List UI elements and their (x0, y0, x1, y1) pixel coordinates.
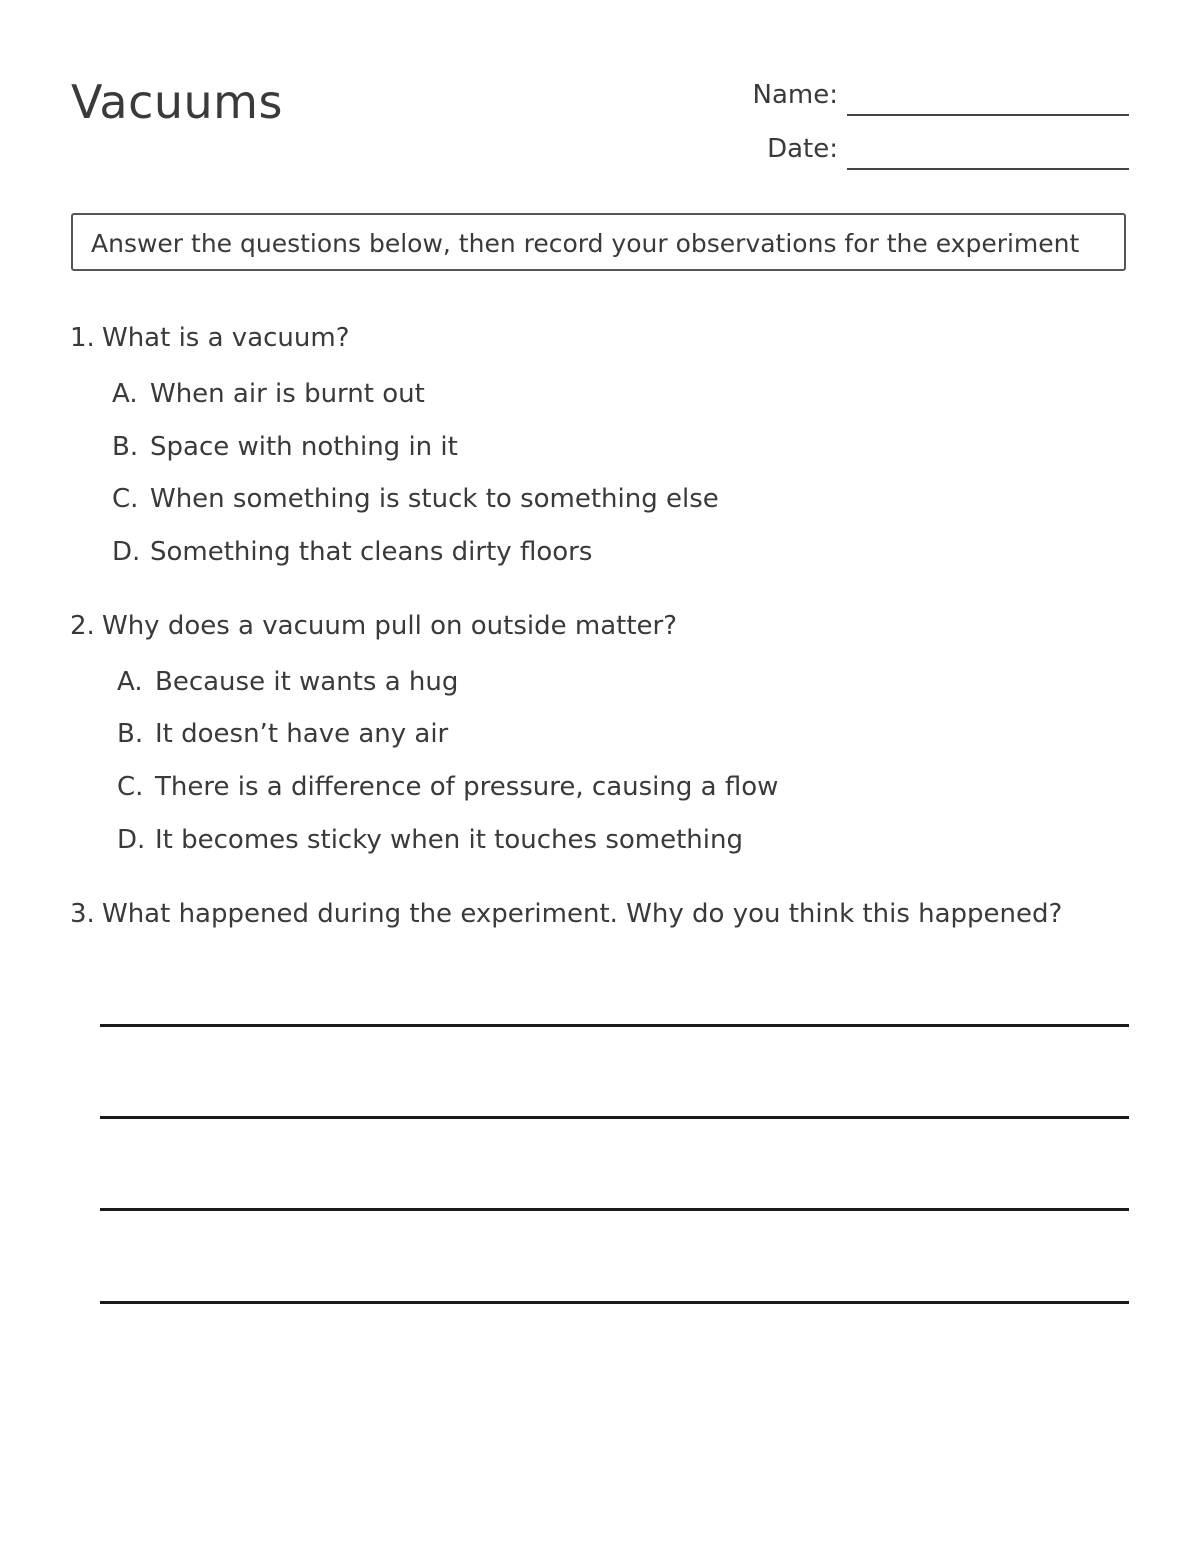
instructions-box: Answer the questions below, then record your observations for the experiment (71, 213, 1126, 271)
option-2c[interactable] (117, 772, 778, 802)
option-letter: B. (117, 719, 144, 749)
option-1c[interactable] (112, 484, 719, 514)
question-text: What happened during the experiment. Why do you think this happened? (102, 899, 1063, 929)
option-text: When air is burnt out (150, 379, 425, 409)
question-2 (70, 611, 677, 641)
question-3 (70, 899, 1062, 929)
answer-line-3[interactable] (100, 1208, 1129, 1211)
option-1b[interactable] (112, 432, 458, 462)
worksheet-title: Vacuums (71, 75, 283, 129)
answer-line-4[interactable] (100, 1301, 1129, 1304)
question-1 (70, 323, 350, 353)
question-number: 1. (70, 323, 95, 353)
option-text: It doesn’t have any air (155, 719, 449, 749)
option-text: When something is stuck to something else (150, 484, 719, 514)
name-line[interactable] (847, 114, 1129, 116)
option-2d[interactable] (117, 825, 743, 855)
name-label: Name: (752, 80, 838, 110)
answer-line-2[interactable] (100, 1116, 1129, 1119)
option-letter: A. (117, 667, 143, 697)
option-1a[interactable] (112, 379, 425, 409)
option-letter: D. (112, 537, 141, 567)
option-text: Something that cleans dirty floors (150, 537, 593, 567)
option-text: Because it wants a hug (155, 667, 459, 697)
option-letter: B. (112, 432, 139, 462)
date-field[interactable] (0, 134, 1200, 174)
option-text: There is a difference of pressure, causing a flow (155, 772, 779, 802)
date-label: Date: (767, 134, 838, 164)
option-letter: D. (117, 825, 146, 855)
option-letter: A. (112, 379, 138, 409)
question-number: 3. (70, 899, 95, 929)
name-field[interactable] (0, 80, 1200, 120)
option-2b[interactable] (117, 719, 448, 749)
question-text: What is a vacuum? (102, 323, 350, 353)
option-2a[interactable] (117, 667, 458, 697)
answer-line-1[interactable] (100, 1024, 1129, 1027)
option-letter: C. (112, 484, 139, 514)
question-text: Why does a vacuum pull on outside matter? (102, 611, 678, 641)
option-1d[interactable] (112, 537, 592, 567)
option-letter: C. (117, 772, 144, 802)
question-number: 2. (70, 611, 95, 641)
date-line[interactable] (847, 168, 1129, 170)
option-text: Space with nothing in it (150, 432, 458, 462)
option-text: It becomes sticky when it touches something (155, 825, 743, 855)
